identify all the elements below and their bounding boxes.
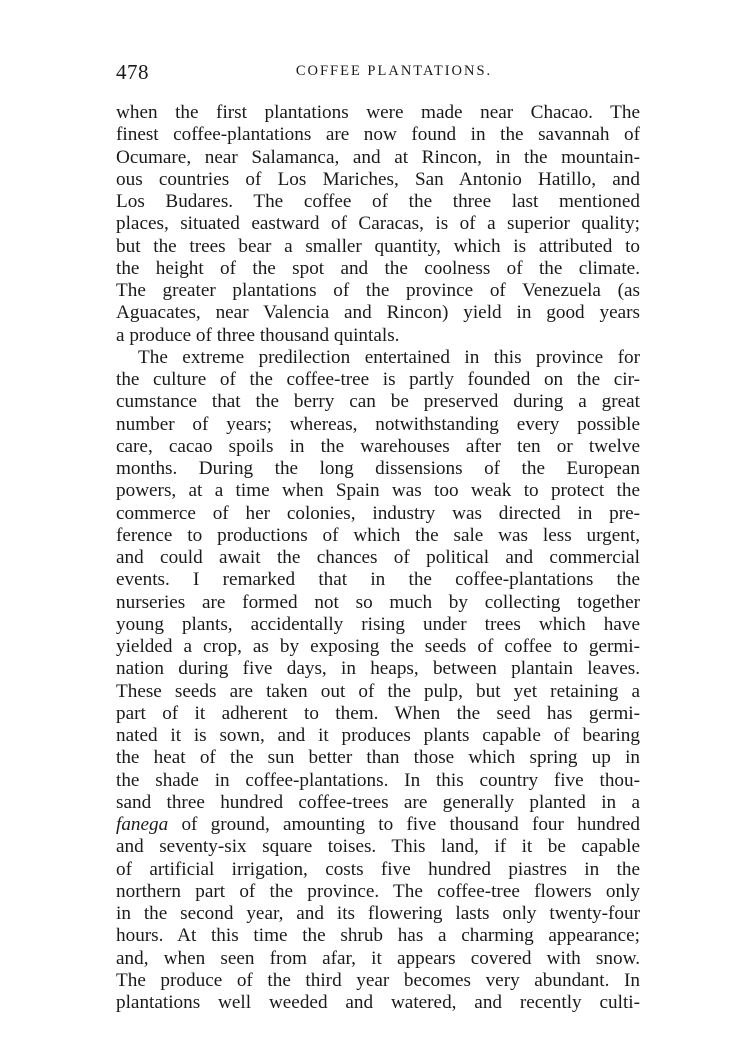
text-line-content: the shade in coffee-plantations. In this country five thou- [116, 769, 640, 791]
text-line [116, 169, 640, 191]
text-line [116, 147, 640, 169]
text-line-content: care, cacao spoils in the warehouses after ten or twelve [116, 435, 640, 457]
text-line [116, 903, 640, 925]
text-line [116, 792, 640, 814]
text-line [116, 592, 640, 614]
text-line [116, 480, 640, 502]
text-line-content: and, when seen from afar, it appears covered with snow. [116, 947, 640, 969]
text-line [116, 236, 640, 258]
page-number: 478 [116, 60, 149, 84]
text-line-content: nation during five days, in heaps, between plantain leaves. [116, 658, 640, 680]
text-line-content: northern part of the province. The coffee-tree flowers only [116, 880, 640, 902]
text-line [116, 102, 640, 124]
text-line-content: The extreme predilection entertained in this province for [138, 346, 640, 368]
text-line [116, 658, 640, 680]
text-line-content: and could await the chances of political and commercial [116, 547, 640, 568]
text-line-content: months. During the long dissensions of the European [116, 458, 640, 479]
text-line-content: events. I remarked that in the coffee-plantations the [116, 569, 640, 591]
running-head: COFFEE PLANTATIONS. [295, 63, 493, 79]
text-line-content: cumstance that the berry can be preserved during a great [116, 391, 640, 413]
text-line [116, 124, 640, 146]
text-line-content: and seventy-six square toises. This land, if it be capable [116, 836, 640, 858]
text-line [116, 302, 640, 324]
text-line-content: plantations well weeded and watered, and recently culti- [116, 992, 640, 1013]
text-line-content: The produce of the third year becomes very abundant. In [116, 969, 640, 991]
text-line [116, 948, 640, 970]
text-line [116, 213, 640, 235]
text-line-content: in the second year, and its flowering lasts only twenty-four [116, 903, 640, 924]
text-line [116, 325, 640, 347]
text-line-content: the heat of the sun better than those which spring up in [116, 747, 640, 769]
text-line [116, 859, 640, 881]
text-line [116, 614, 640, 636]
text-line [116, 391, 640, 413]
text-line [116, 547, 640, 569]
text-line [116, 414, 640, 436]
text-line-content: nated it is sown, and it produces plants capable of bearing [116, 725, 640, 746]
italic-term: fanega [116, 814, 169, 835]
text-line-content: yielded a crop, as by exposing the seeds of coffee to germi- [116, 636, 640, 657]
text-line [116, 970, 640, 992]
text-line [116, 258, 640, 280]
text-line-content: These seeds are taken out of the pulp, but yet retaining a [116, 680, 640, 702]
text-line [116, 681, 640, 703]
text-line-content: places, situated eastward of Caracas, is of a superior quality; [116, 213, 640, 235]
text-line-content: nurseries are formed not so much by collecting together [116, 591, 640, 613]
text-line-content: The greater plantations of the province of Venezuela (as [116, 280, 640, 301]
text-line [116, 725, 640, 747]
body-text [116, 102, 640, 1014]
text-line-content: but the trees bear a smaller quantity, which is attributed to [116, 235, 640, 257]
text-line [116, 503, 640, 525]
text-line-content: of ground, amounting to five thousand four hundred [168, 814, 640, 835]
text-line-content: powers, at a time when Spain was too weak to protect the [116, 480, 640, 502]
text-line [116, 369, 640, 391]
text-line [116, 747, 640, 769]
text-line [116, 881, 640, 903]
text-line [116, 436, 640, 458]
text-line-content: the height of the spot and the coolness of the climate. [116, 257, 640, 279]
text-line [116, 458, 640, 480]
text-line-content: ous countries of Los Mariches, San Antonio Hatillo, and [116, 168, 640, 190]
text-line [116, 347, 640, 369]
text-line-content: Aguacates, near Valencia and Rincon) yield in good years [116, 302, 640, 324]
text-line-content: finest coffee-plantations are now found in the savannah of [116, 124, 640, 146]
text-line [116, 703, 640, 725]
text-line-content: Los Budares. The coffee of the three last mentioned [116, 191, 640, 212]
text-line-content: commerce of her colonies, industry was directed in pre- [116, 502, 640, 524]
text-line [116, 569, 640, 591]
text-line [116, 280, 640, 302]
text-line-content: sand three hundred coffee-trees are generally planted in a [116, 791, 640, 813]
text-line [116, 925, 640, 947]
page-header [116, 60, 638, 86]
text-line-content: Ocumare, near Salamanca, and at Rincon, in the mountain- [116, 146, 640, 168]
text-line-content: hours. At this time the shrub has a charming appearance; [116, 925, 640, 947]
text-line-content: part of it adherent to them. When the seed has germi- [116, 702, 640, 724]
text-line-content: when the first plantations were made near Chacao. The [116, 102, 640, 123]
text-line-content: of artificial irrigation, costs five hundred piastres in the [116, 858, 640, 880]
text-line [116, 814, 640, 836]
text-line [116, 992, 640, 1014]
text-line [116, 836, 640, 858]
text-line-content: young plants, accidentally rising under trees which have [116, 613, 640, 635]
text-line-content: number of years; whereas, notwithstanding every possible [116, 413, 640, 435]
text-line [116, 770, 640, 792]
text-line-content: ference to productions of which the sale was less urgent, [116, 524, 640, 546]
text-line-content: the culture of the coffee-tree is partly founded on the cir- [116, 369, 640, 390]
text-line [116, 525, 640, 547]
text-line [116, 191, 640, 213]
text-line-content: a produce of three thousand quintals. [116, 324, 400, 346]
text-line [116, 636, 640, 658]
